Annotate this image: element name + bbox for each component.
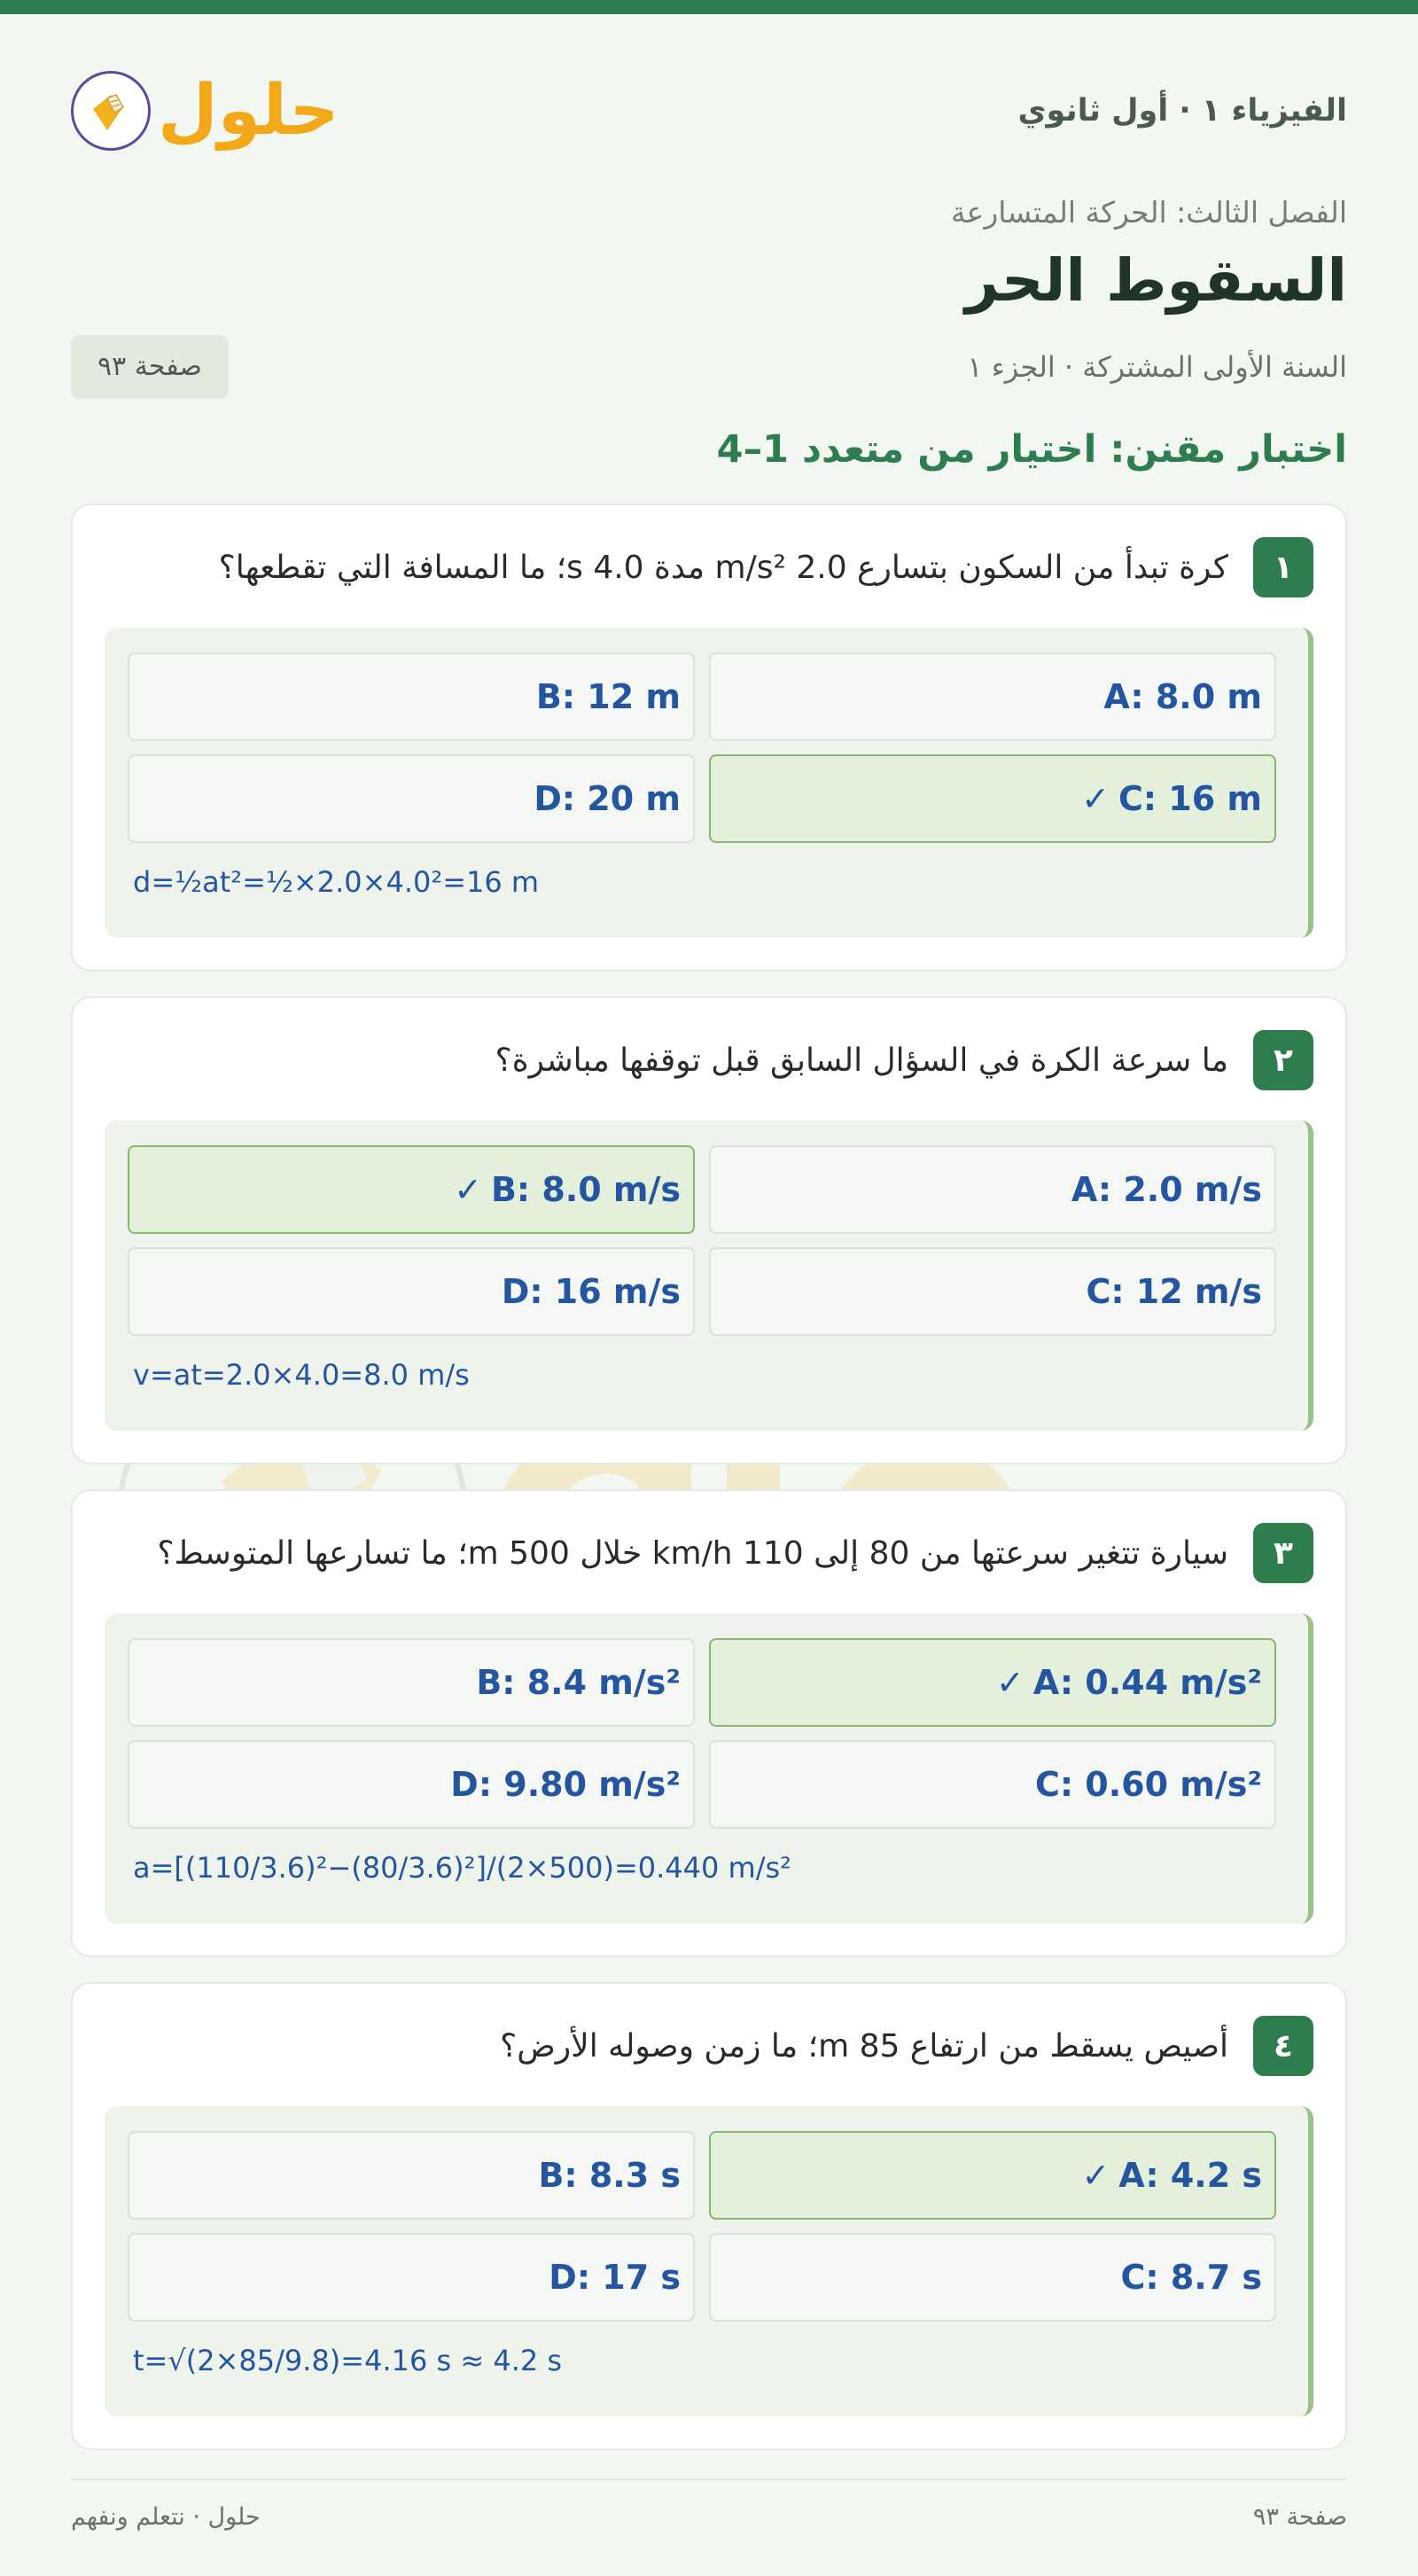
book-icon [71, 71, 151, 151]
option-a[interactable] [709, 2131, 1276, 2220]
page-footer [71, 2503, 1347, 2531]
check-icon: ✓ [454, 1170, 482, 1209]
option-b[interactable] [128, 1638, 695, 1727]
option-b[interactable] [128, 2131, 695, 2220]
option-c[interactable] [709, 1740, 1276, 1829]
option-d[interactable] [128, 754, 695, 843]
option-c[interactable] [709, 1247, 1276, 1336]
option-label: B: 8.0 m/s [490, 1170, 681, 1209]
question-card-2 [71, 996, 1347, 1464]
question-card-4 [71, 1982, 1347, 2450]
check-icon: ✓ [995, 1663, 1025, 1702]
answer-panel [105, 628, 1313, 938]
footer-divider [71, 2478, 1347, 2480]
option-label: C: 12 m/s [1086, 1272, 1262, 1311]
solution-text: t=√(2×85/9.8)=4.16 s ≈ 4.2 s [133, 2344, 563, 2377]
question-text: أصيص يسقط من ارتفاع m 85؛ ما زمن وصوله الأرض؟ [500, 2027, 1228, 2065]
option-label: B: 12 m [535, 677, 681, 716]
option-label: B: 8.4 m/s² [476, 1663, 681, 1702]
answer-panel [105, 1613, 1313, 1924]
answer-panel [105, 2106, 1313, 2416]
chapter-label: الفصل الثالث: الحركة المتسارعة [950, 195, 1347, 230]
option-label: D: 17 s [549, 2258, 681, 2297]
option-label: D: 20 m [534, 779, 681, 818]
option-b[interactable] [128, 652, 695, 741]
option-label: A: 4.2 s [1118, 2156, 1262, 2195]
page-number-badge: صفحة ٩٣ [71, 335, 229, 399]
question-number: ٣ [1253, 1523, 1313, 1583]
option-label: A: 0.44 m/s² [1032, 1663, 1262, 1702]
option-label: B: 8.3 s [538, 2156, 681, 2195]
option-label: C: 0.60 m/s² [1034, 1765, 1262, 1804]
section-title: اختبار مقنن: اختيار من متعدد 1–4 [716, 427, 1347, 472]
meta-row [71, 335, 1347, 399]
option-a[interactable] [709, 1145, 1276, 1234]
check-icon: ✓ [1081, 2156, 1110, 2195]
question-header [105, 1523, 1313, 1583]
option-label: C: 8.7 s [1120, 2258, 1262, 2297]
question-number: ٢ [1253, 1030, 1313, 1090]
option-d[interactable] [128, 2233, 695, 2322]
question-card-3 [71, 1489, 1347, 1957]
footer-brand: حلول · نتعلم ونفهم [71, 2503, 261, 2531]
question-number: ١ [1253, 537, 1313, 597]
course-meta: السنة الأولى المشتركة · الجزء ١ [967, 350, 1347, 384]
option-label: A: 8.0 m [1103, 677, 1262, 716]
brand-logo[interactable] [71, 71, 339, 151]
solution-text: a=[(110/3.6)²−(80/3.6)²]/(2×500)=0.440 m/s² [133, 1851, 791, 1885]
option-c[interactable] [709, 2233, 1276, 2322]
footer-page-number: صفحة ٩٣ [1252, 2503, 1347, 2531]
question-header [105, 537, 1313, 597]
option-label: D: 16 m/s [501, 1272, 681, 1311]
option-a[interactable] [709, 652, 1276, 741]
subject-label: الفيزياء ١ · أول ثانوي [1017, 93, 1347, 129]
question-number: ٤ [1253, 2016, 1313, 2076]
solution-text: d=½at²=½×2.0×4.0²=16 m [133, 865, 540, 899]
answer-panel [105, 1120, 1313, 1431]
option-b[interactable] [128, 1145, 695, 1234]
option-a[interactable] [709, 1638, 1276, 1727]
option-d[interactable] [128, 1740, 695, 1829]
solution-text: v=at=2.0×4.0=8.0 m/s [133, 1358, 470, 1392]
option-c[interactable] [709, 754, 1276, 843]
question-text: سيارة تتغير سرعتها من 80 إلى km/h 110 خلال m 500؛ ما تسارعها المتوسط؟ [157, 1534, 1228, 1572]
check-icon: ✓ [1081, 779, 1110, 818]
page-title: السقوط الحر [965, 246, 1347, 315]
logo-wordmark: حلول [158, 71, 339, 151]
question-text: ما سرعة الكرة في السؤال السابق قبل توقفها مباشرة؟ [495, 1042, 1228, 1079]
question-text: كرة تبدأ من السكون بتسارع m/s² 2.0 مدة s 4.0؛ ما المسافة التي تقطعها؟ [218, 549, 1228, 586]
question-header [105, 2016, 1313, 2076]
option-d[interactable] [128, 1247, 695, 1336]
top-accent-bar [0, 0, 1418, 14]
question-header [105, 1030, 1313, 1090]
option-label: A: 2.0 m/s [1071, 1170, 1262, 1209]
page-header [71, 62, 1347, 160]
question-card-1 [71, 503, 1347, 972]
option-label: C: 16 m [1118, 779, 1262, 818]
option-label: D: 9.80 m/s² [450, 1765, 681, 1804]
